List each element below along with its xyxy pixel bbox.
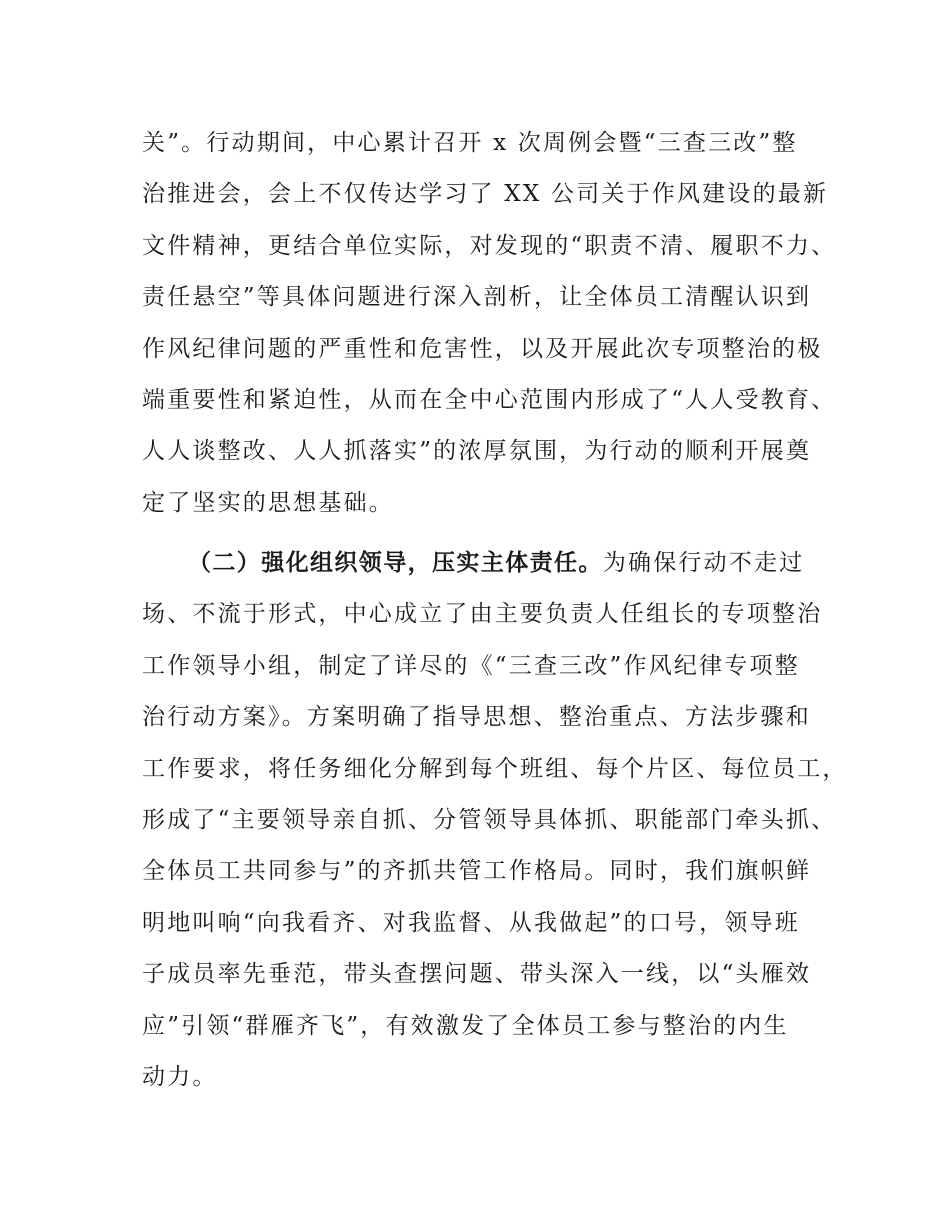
- text-line: 工作要求，将任务细化分解到每个班组、每个片区、每位员工，: [142, 755, 848, 782]
- text-line-continuation: 为确保行动不走过: [602, 550, 805, 576]
- text-line: 治行动方案》。方案明确了指导思想、整治重点、方法步骤和: [142, 704, 811, 731]
- text-line: 文件精神，更结合单位实际，对发现的“职责不清、履职不力、: [142, 232, 837, 259]
- text-line: 场、不流于形式，中心成立了由主要负责人任组长的专项整治: [142, 601, 823, 628]
- text-line: 责任悬空”等具体问题进行深入剖析，让全体员工清醒认识到: [142, 284, 812, 311]
- text-line: 治推进会，会上不仅传达学习了 XX 公司关于作风建设的最新: [142, 181, 829, 208]
- section-heading: （二）强化组织领导，压实主体责任。: [188, 550, 603, 576]
- paragraph-strengthen-leadership: [142, 538, 848, 1103]
- text-line: 定了坚实的思想基础。: [142, 489, 394, 516]
- text-line: 动力。: [142, 1063, 218, 1090]
- text-line: 子成员率先垂范，带头查摆问题、带头深入一线，以“头雁效: [142, 961, 812, 988]
- text-line: 作风纪律问题的严重性和危害性，以及开展此次专项整治的极: [142, 335, 823, 362]
- text-line: 端重要性和紧迫性，从而在全中心范围内形成了“人人受教育、: [142, 386, 837, 413]
- text-line: 明地叫响“向我看齐、对我监督、从我做起”的口号，领导班: [142, 909, 800, 936]
- text-line: 形成了“主要领导亲自抓、分管领导具体抓、职能部门牵头抓、: [142, 806, 837, 833]
- text-line: 人人谈整改、人人抓落实”的浓厚氛围，为行动的顺利开展奠: [142, 438, 812, 465]
- text-line: 关”。行动期间，中心累计召开 x 次周例会暨“三查三改”整: [142, 130, 798, 156]
- text-line-first: [142, 538, 822, 589]
- text-line: 工作领导小组，制定了详尽的《“三查三改”作风纪律专项整: [142, 652, 800, 679]
- paragraph-organization-study: [142, 118, 837, 529]
- text-line: 应”引领“群雁齐飞”，有效激发了全体员工参与整治的内生: [142, 1012, 789, 1039]
- text-line: 全体员工共同参与”的齐抓共管工作格局。同时，我们旗帜鲜: [142, 858, 812, 885]
